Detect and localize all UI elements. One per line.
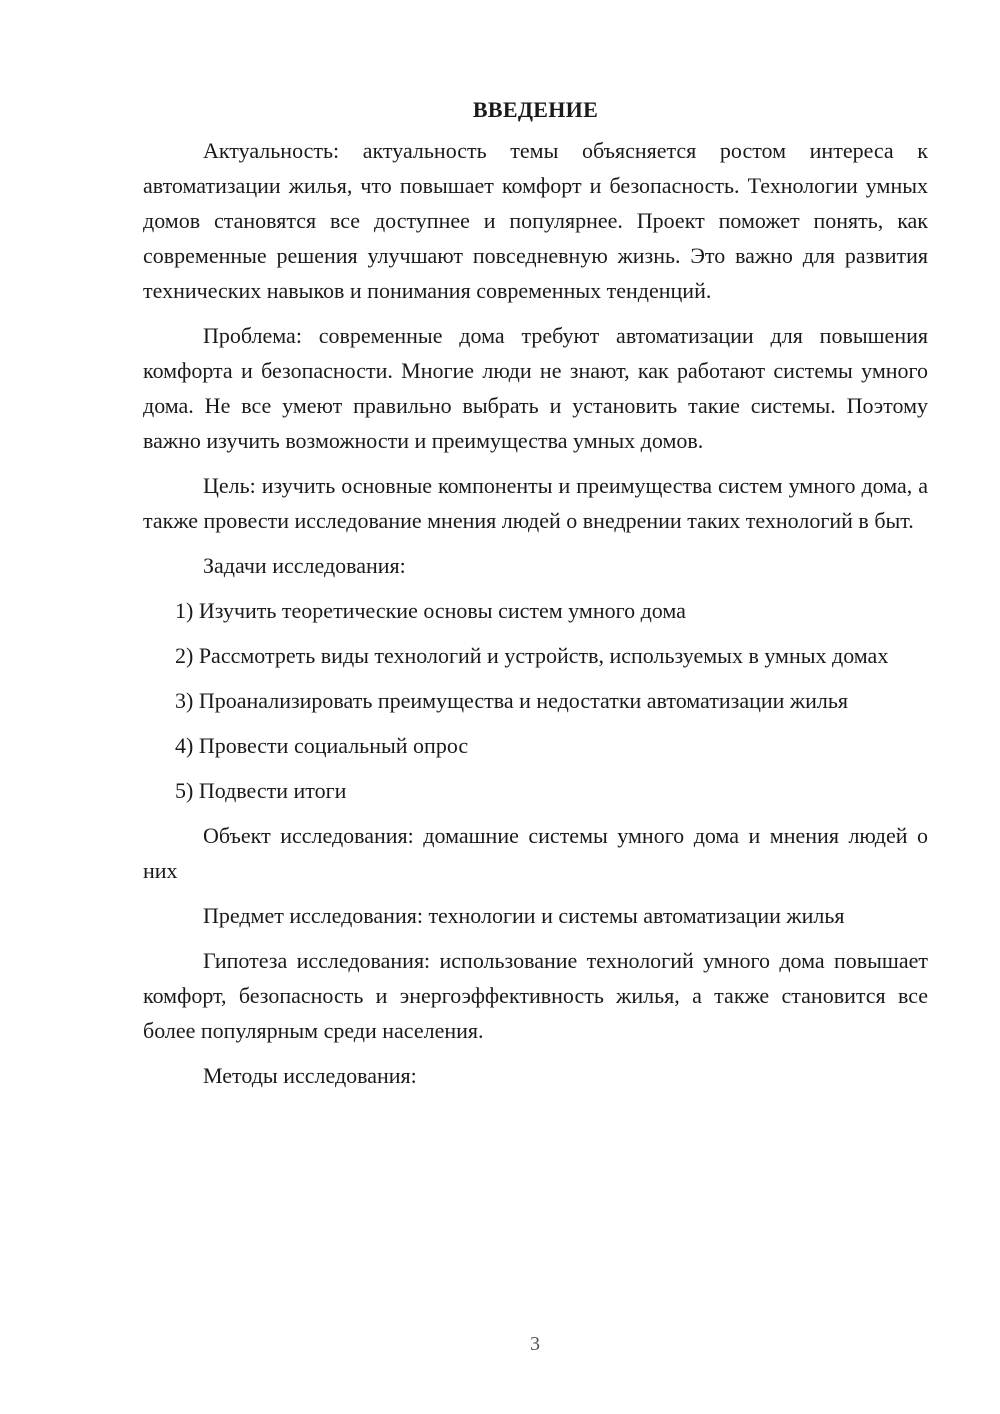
- object-paragraph: Объект исследования: домашние системы умного дома и мнения людей о них: [143, 823, 928, 883]
- tasks-heading: Задачи исследования:: [203, 553, 406, 578]
- task-item-1: 1) Изучить теоретические основы систем умного дома: [175, 598, 686, 623]
- methods-heading: Методы исследования:: [203, 1063, 417, 1088]
- task-item-2: 2) Рассмотреть виды технологий и устройств, используемых в умных домах: [175, 643, 889, 668]
- problem-paragraph: Проблема: современные дома требуют автоматизации для повышения комфорта и безопасности. Многие люди не знают, как работают системы умного дома. Не все умеют правильно выбрать и установить такие системы. Поэтому важно изучить возможности и преимущества умных домов.: [143, 323, 928, 453]
- relevance-paragraph: Актуальность: актуальность темы объясняется ростом интереса к автоматизации жилья, что повышает комфорт и безопасность. Технологии умных домов становятся все доступнее и популярнее. Проект поможет понять, как современные решения улучшают повседневную жизнь. Это важно для развития технических навыков и понимания современных тенденций.: [143, 138, 928, 303]
- subject-paragraph: Предмет исследования: технологии и системы автоматизации жилья: [203, 903, 845, 928]
- goal-paragraph: Цель: изучить основные компоненты и преимущества систем умного дома, а также провести исследование мнения людей о внедрении таких технологий в быт.: [143, 473, 928, 533]
- task-item-5: 5) Подвести итоги: [175, 778, 347, 803]
- document-page: [143, 93, 928, 1103]
- section-title: ВВЕДЕНИЕ: [472, 97, 599, 122]
- hypothesis-paragraph: Гипотеза исследования: использование технологий умного дома повышает комфорт, безопасность и энергоэффективность жилья, а также становится все более популярным среди населения.: [143, 948, 928, 1043]
- page-number: 3: [530, 1333, 540, 1355]
- task-item-4: 4) Провести социальный опрос: [175, 733, 469, 758]
- task-item-3: 3) Проанализировать преимущества и недостатки автоматизации жилья: [175, 688, 849, 713]
